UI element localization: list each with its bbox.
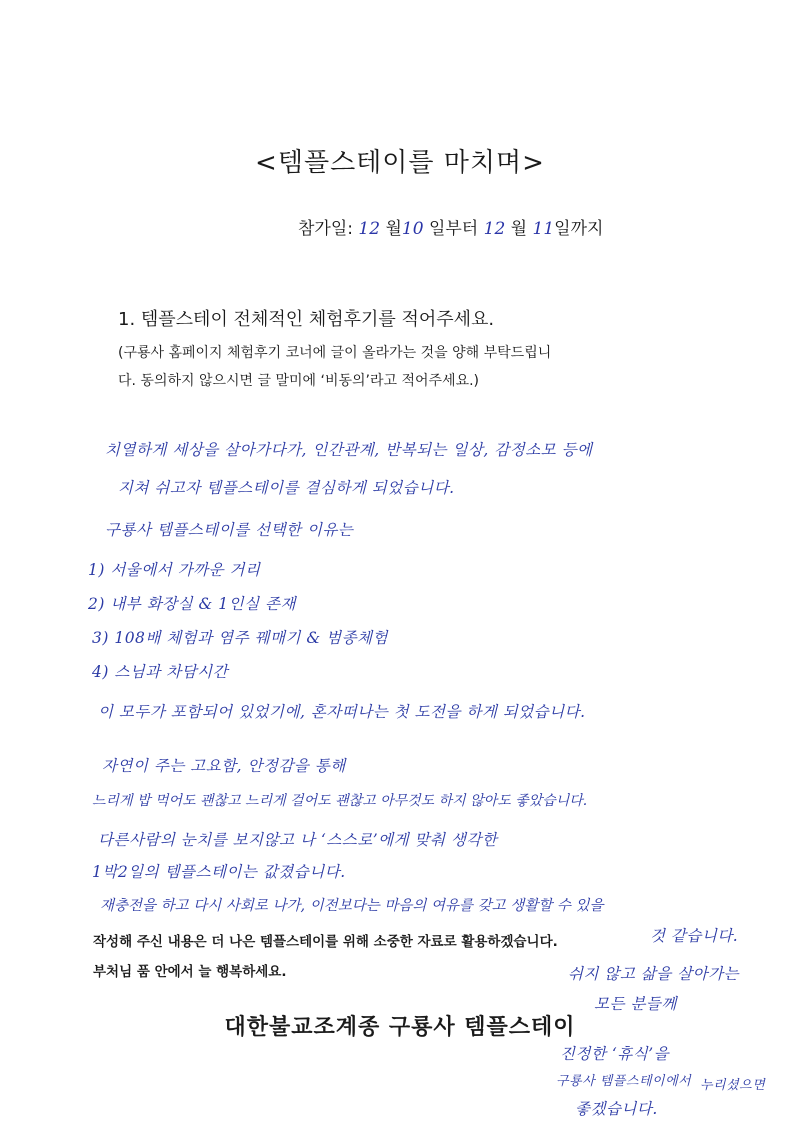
handwritten-line: 자연이 주는 고요함, 안정감을 통해 [102, 757, 346, 775]
handwritten-line: 좋겠습니다. [575, 1100, 658, 1118]
organization-name: 대한불교조계종 구룡사 템플스테이 [224, 1015, 576, 1040]
consent-note-line-2: 다. 동의하지 않으시면 글 말미에 ‘비동의’라고 적어주세요.) [118, 373, 480, 389]
handwritten-line: 3) 108배 체험과 염주 꿰매기 & 범종체험 [92, 629, 389, 647]
end-month: 12 [483, 219, 506, 239]
until-text: 일까지 [554, 219, 604, 239]
handwritten-line: 다른사람의 눈치를 보지않고 나 ‘스스로’에게 맞춰 생각한 [98, 831, 498, 849]
handwritten-line: 1) 서울에서 가까운 거리 [88, 561, 261, 579]
from-text: 일부터 [428, 219, 479, 239]
handwritten-line: 지쳐 쉬고자 템플스테이를 결심하게 되었습니다. [118, 479, 455, 497]
handwritten-line: 진정한 ‘휴식’을 [560, 1045, 670, 1063]
page-title: <템플스테이를 마치며> [255, 148, 545, 178]
start-month: 12 [358, 219, 381, 239]
handwritten-line: 치열하게 세상을 살아가다가, 인간관계, 반복되는 일상, 감정소모 등에 [105, 441, 593, 459]
thanks-line-2: 부처님 품 안에서 늘 행복하세요. [93, 964, 287, 980]
handwritten-line: 구룡사 템플스테이에서 [556, 1074, 692, 1089]
handwritten-line: 1박2일의 템플스테이는 값졌습니다. [92, 863, 346, 881]
handwritten-line: 재충전을 하고 다시 사회로 나가, 이전보다는 마음의 여유를 갖고 생활할 수 있을 [100, 898, 604, 914]
handwritten-line: 것 같습니다. [650, 927, 739, 945]
participation-dates [298, 214, 603, 239]
question-1: 1. 템플스테이 전체적인 체험후기를 적어주세요. [118, 309, 495, 330]
handwritten-line: 모든 분들께 [594, 995, 677, 1013]
handwritten-line: 2) 내부 화장실 & 1인실 존재 [88, 595, 296, 613]
handwritten-line: 이 모두가 포함되어 있었기에, 혼자떠나는 첫 도전을 하게 되었습니다. [98, 703, 586, 721]
consent-note-line-1: (구룡사 홈페이지 체험후기 코너에 글이 올라가는 것을 양해 부탁드립니 [118, 345, 552, 361]
participation-label: 참가일: [298, 219, 353, 239]
start-day: 10 [401, 219, 424, 239]
month-unit: 월 [510, 219, 528, 239]
month-unit: 월 [385, 219, 402, 239]
handwritten-line: 구룡사 템플스테이를 선택한 이유는 [105, 521, 354, 539]
end-day: 11 [532, 219, 555, 239]
handwritten-line: 느리게 밥 먹어도 괜찮고 느리게 걸어도 괜찮고 아무것도 하지 않아도 좋았습니다. [92, 793, 588, 809]
handwritten-line: 쉬지 않고 삶을 살아가는 [568, 965, 740, 983]
handwritten-line: 4) 스님과 차담시간 [92, 663, 229, 681]
thanks-line-1: 작성해 주신 내용은 더 나은 템플스테이를 위해 소중한 자료로 활용하겠습니다. [93, 934, 558, 950]
handwritten-line: 누리셨으면 [700, 1078, 766, 1093]
